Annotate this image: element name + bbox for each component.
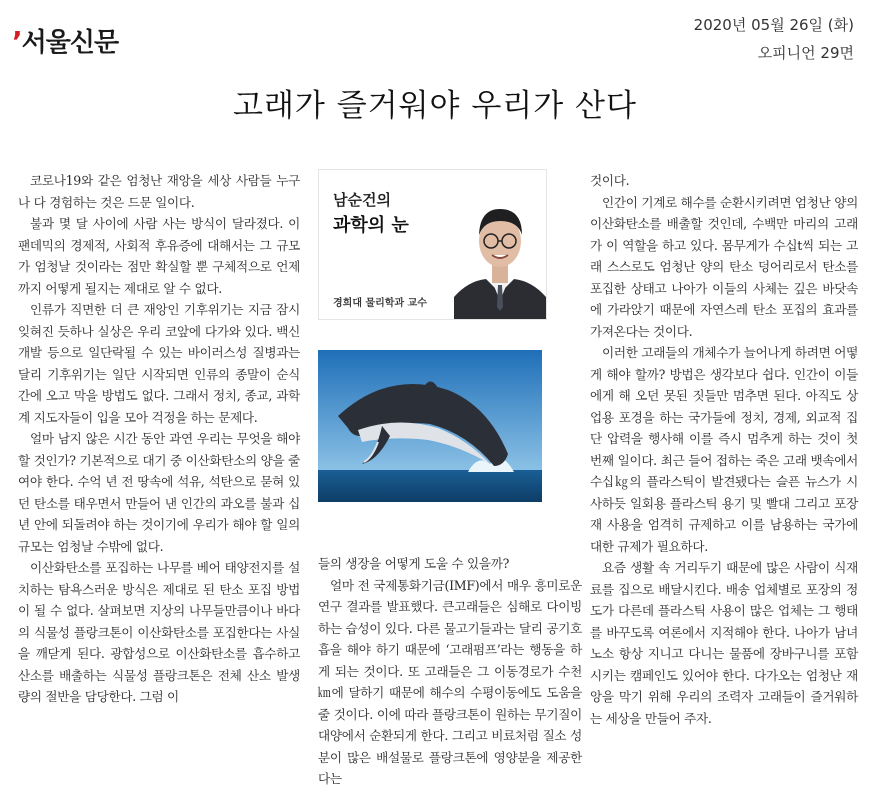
paragraph: 인류가 직면한 더 큰 재앙인 기후위기는 지금 잠시 잊혀진 듯하나 실상은 우리 코앞에 다가와 있다. 백신 개발 등으로 일단락될 수 있는 바이러스성 질병과는 달리 기후위기는 일단 시작되면 인류의 종말이 순식간에 오고 막을 방법도 없다. 그래서 정치, 종교, 과학계 지도자들이 입을 모아 걱정을 하는 문제다. [18, 302, 300, 425]
article-column-2 [318, 553, 582, 790]
paragraph: 이산화탄소를 포집하는 나무를 베어 태양전지를 설치하는 탐욕스러운 방식은 제대로 된 탄소 포집 방법이 될 수 없다. 살펴보면 지상의 나무들만큼이나 바다의 식물성 플랑크톤이 이산화탄소를 포집한다는 사실을 깨닫게 된다. 광합성으로 이산화탄소를 흡수하고 산소를 배출하는 식물성 플랑크톤은 전체 산소 발생량의 절반을 담당한다. 그럼 이 [18, 560, 300, 704]
author-role: 경희대 물리학과 교수 [333, 298, 427, 309]
paragraph: 얼마 전 국제통화기금(IMF)에서 매우 흥미로운 연구 결과를 발표했다. 큰고래들은 심해로 다이빙하는 습성이 있다. 다른 물고기들과는 달리 공기호흡을 해야 하기 때문에 ‘고래펌프’라는 행동을 하게 되는 것이다. 또 고래들은 그 이동경로가 수천㎞에 달하기 때문에 해수의 수평이동에도 도움을 줄 것이다. 이에 따라 플랑크톤이 원하는 무기질이 대양에서 순환되게 한다. 그리고 비료처럼 질소 성분이 많은 배설물로 플랑크톤에 영양분을 제공한다는 [318, 577, 582, 786]
masthead-mark: ’ [12, 25, 22, 58]
column-byline-box [318, 169, 547, 320]
paragraph: 불과 몇 달 사이에 사람 사는 방식이 달라졌다. 이 팬데믹의 경제적, 사회적 후유증에 대해서는 그 규모가 엄청날 것이라는 점만 확실할 뿐 구체적으로 언제까지 어떻게 될지는 제대로 알 수 없다. [18, 216, 300, 296]
author-name: 남순건의 [333, 191, 391, 209]
breaching-whale-photo-icon [318, 350, 542, 502]
publish-date: 2020년 05월 26일 (화) [693, 16, 854, 34]
article-headline: 고래가 즐거워야 우리가 산다 [233, 88, 637, 124]
paragraph: 요즘 생활 속 거리두기 때문에 많은 사람이 식재료를 집으로 배달시킨다. 배송 업체별로 포장의 정도가 다른데 플라스틱 사용이 많은 업체는 그 행태를 바꾸도록 여론에서 지적해야 한다. 나아가 남녀노소 항상 지니고 다니는 물품에 장바구니를 포함시키는 캠페인도 있어야 한다. 다가오는 엄청난 재앙을 막기 위해 우리의 조력자 고래들이 즐거워하는 세상을 만들어 주자. [590, 560, 858, 726]
section-page: 오피니언 29면 [757, 44, 854, 62]
paragraph: 코로나19와 같은 엄청난 재앙을 세상 사람들 누구나 다 경험하는 것은 드문 일이다. [18, 173, 300, 210]
article-column-1 [18, 170, 300, 708]
paragraph: 이러한 고래들의 개체수가 늘어나게 하려면 어떻게 해야 할까? 방법은 생각보다 쉽다. 인간이 이들에게 해 오던 못된 짓들만 멈추면 된다. 아직도 상업용 포경을 하는 국가들에 정치, 경제, 외교적 집단 압력을 행사해 이를 즉시 멈추게 하는 것이 첫 번째 일이다. 최근 들어 접하는 죽은 고래 뱃속에서 수십㎏의 플라스틱이 발견됐다는 슬픈 뉴스가 시사하듯 일회용 플라스틱 용기 및 빨대 그리고 포장재 사용을 엄격히 규제하고 이를 남용하는 국가에 대한 규제가 필요하다. [590, 345, 858, 554]
paragraph: 것이다. [590, 173, 630, 188]
paragraph: 인간이 기계로 해수를 순환시키려면 엄청난 양의 이산화탄소를 배출할 것인데, 수백만 마리의 고래가 이 역할을 하고 있다. 몸무게가 수십t씩 되는 고래 스스로도 엄청난 양의 탄소 덩어리로서 탄소를 포집한 상태고 나아가 이들의 사체는 깊은 바닷속에 가라앉기 때문에 자연스레 탄소 포집의 효과를 가져온다는 것이다. [590, 194, 858, 339]
masthead-name: 서울신문 [21, 28, 119, 58]
paragraph: 얼마 남지 않은 시간 동안 과연 우리는 무엇을 해야 할 것인가? 기본적으로 대기 중 이산화탄소의 양을 줄여야 한다. 수억 년 전 땅속에 석유, 석탄으로 묻혀 있던 탄소를 태우면서 만들어 낸 인간의 과오를 불과 십 년 안에 되돌려야 하는 것이기에 우리가 해야 할 일의 규모는 엄청날 수밖에 없다. [18, 431, 300, 554]
article-column-3 [590, 170, 858, 729]
column-title: 과학의 눈 [333, 215, 409, 236]
paragraph: 들의 생장을 어떻게 도울 수 있을까? [318, 556, 510, 571]
author-portrait-icon [454, 189, 546, 319]
masthead-logo [12, 22, 118, 59]
